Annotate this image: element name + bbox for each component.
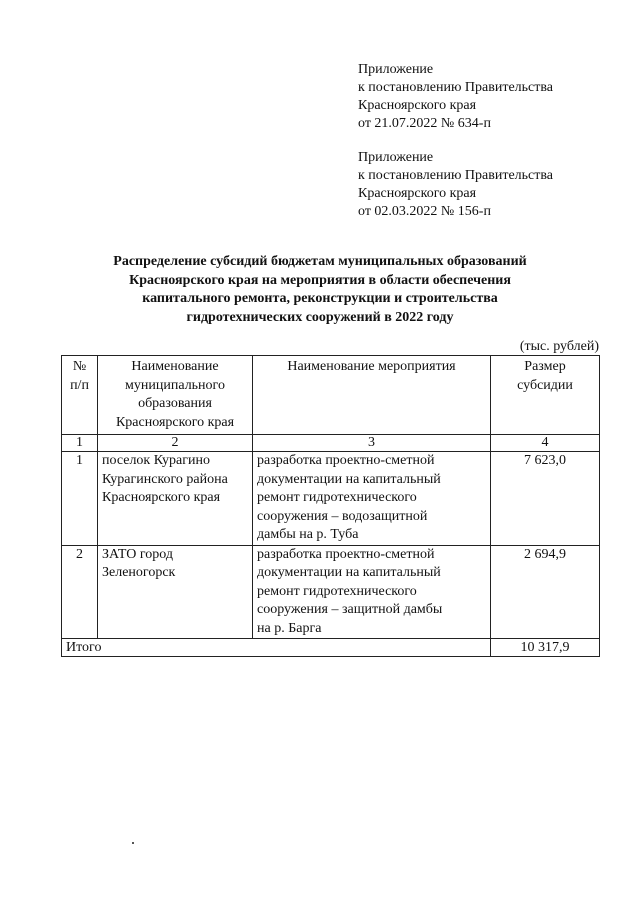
column-number: 2 xyxy=(98,435,253,452)
row-activity: разработка проектно-сметной документации на капитальный ремонт гидротехнического сооружения – защитной дамбы на р. Барга xyxy=(253,545,491,639)
row-number: 1 xyxy=(62,452,98,546)
column-number: 1 xyxy=(62,435,98,452)
appendix-block-original xyxy=(358,149,553,221)
table-row xyxy=(62,452,600,546)
appendix-line: к постановлению Правительства xyxy=(358,168,554,183)
title-line: гидротехнических сооружений в 2022 году xyxy=(186,309,454,325)
appendix-line: от 21.07.2022 № 634-п xyxy=(358,116,491,131)
units-label: (тыс. рублей) xyxy=(519,339,599,354)
row-number: 2 xyxy=(62,545,98,639)
appendix-line: к постановлению Правительства xyxy=(358,80,554,95)
row-activity: разработка проектно-сметной документации на капитальный ремонт гидротехнического сооружения – водозащитной дамбы на р. Туба xyxy=(253,452,491,546)
appendix-line: Красноярского края xyxy=(358,98,477,113)
document-title xyxy=(80,253,560,327)
appendix-line: Приложение xyxy=(358,62,434,77)
appendix-line: Красноярского края xyxy=(358,186,477,201)
title-line: капитального ремонта, реконструкции и строительства xyxy=(142,291,498,306)
table-header-row xyxy=(62,356,600,435)
header-municipality: Наименование муниципального образования Красноярского края xyxy=(98,356,253,435)
column-numbers-row xyxy=(62,435,600,452)
row-municipality: поселок Курагино Курагинского района Красноярского края xyxy=(98,452,253,546)
table-row xyxy=(62,545,600,639)
appendix-line: Приложение xyxy=(358,150,434,165)
column-number: 4 xyxy=(491,435,600,452)
total-label: Итого xyxy=(62,639,491,657)
total-amount: 10 317,9 xyxy=(491,639,600,657)
title-line: Распределение субсидий бюджетам муниципальных образований xyxy=(113,254,527,269)
header-activity: Наименование мероприятия xyxy=(253,356,491,435)
appendix-line: от 02.03.2022 № 156-п xyxy=(358,204,491,219)
total-row xyxy=(62,639,600,657)
column-number: 3 xyxy=(253,435,491,452)
scan-speck xyxy=(132,842,134,844)
row-amount: 7 623,0 xyxy=(491,452,600,546)
header-number: № п/п xyxy=(62,356,98,435)
title-line: Красноярского края на мероприятия в области обеспечения xyxy=(129,272,511,288)
header-amount: Размер субсидии xyxy=(491,356,600,435)
row-municipality: ЗАТО город Зеленогорск xyxy=(98,545,253,639)
row-amount: 2 694,9 xyxy=(491,545,600,639)
appendix-block-current xyxy=(358,61,553,133)
subsidies-table xyxy=(61,355,600,657)
